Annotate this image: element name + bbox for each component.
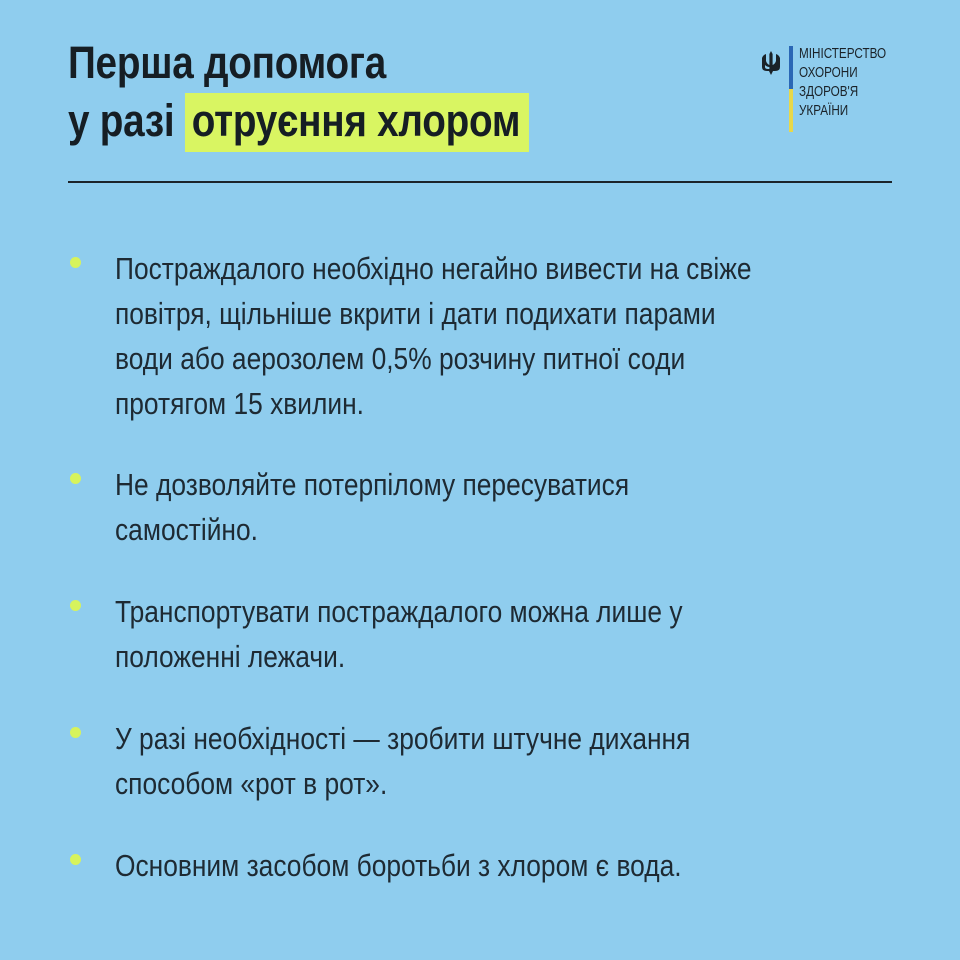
- bullet-dot-icon: [70, 854, 81, 865]
- text-line: повітря, щільніше вкрити і дати подихати парами: [115, 296, 716, 331]
- flag-bar: [789, 46, 793, 132]
- text-line: У разі необхідності — зробити штучне дихання: [115, 721, 691, 756]
- title-divider: [68, 181, 892, 183]
- ministry-name-line: ОХОРОНИ: [799, 64, 858, 81]
- title-line-2-prefix: у разі: [68, 95, 185, 146]
- text-line: Транспортувати постраждалого можна лише у: [115, 594, 683, 629]
- ministry-name-line: УКРАЇНИ: [799, 102, 849, 119]
- text-line: способом «рот в рот».: [115, 766, 388, 801]
- text-line: Основним засобом боротьби з хлором є вода.: [115, 848, 682, 883]
- title-highlight: отруєння хлором: [185, 93, 529, 152]
- ministry-logo: [760, 44, 910, 136]
- list-item-text: [115, 462, 838, 552]
- title-line-2: [68, 92, 550, 150]
- list-item-text: [115, 589, 838, 679]
- bullet-dot-icon: [70, 727, 81, 738]
- text-line: протягом 15 хвилин.: [115, 386, 364, 421]
- bullet-dot-icon: [70, 473, 81, 484]
- text-line: Постраждалого необхідно негайно вивести на свіже: [115, 251, 752, 286]
- list-item-text: [115, 843, 838, 888]
- list-item-text: [115, 246, 838, 426]
- page-title: [68, 34, 550, 150]
- ministry-name: [799, 44, 886, 120]
- trident-icon: [760, 50, 782, 76]
- list-item-text: [115, 716, 838, 806]
- bullet-dot-icon: [70, 600, 81, 611]
- text-line: Не дозволяйте потерпілому пересуватися: [115, 467, 630, 502]
- text-line: положенні лежачи.: [115, 639, 346, 674]
- title-line-1: Перша допомога: [68, 37, 387, 88]
- text-line: самостійно.: [115, 512, 258, 547]
- ministry-name-line: МІНІСТЕРСТВО: [799, 45, 887, 62]
- text-line: води або аерозолем 0,5% розчину питної соди: [115, 341, 686, 376]
- ministry-name-line: ЗДОРОВ'Я: [799, 83, 859, 100]
- bullet-dot-icon: [70, 257, 81, 268]
